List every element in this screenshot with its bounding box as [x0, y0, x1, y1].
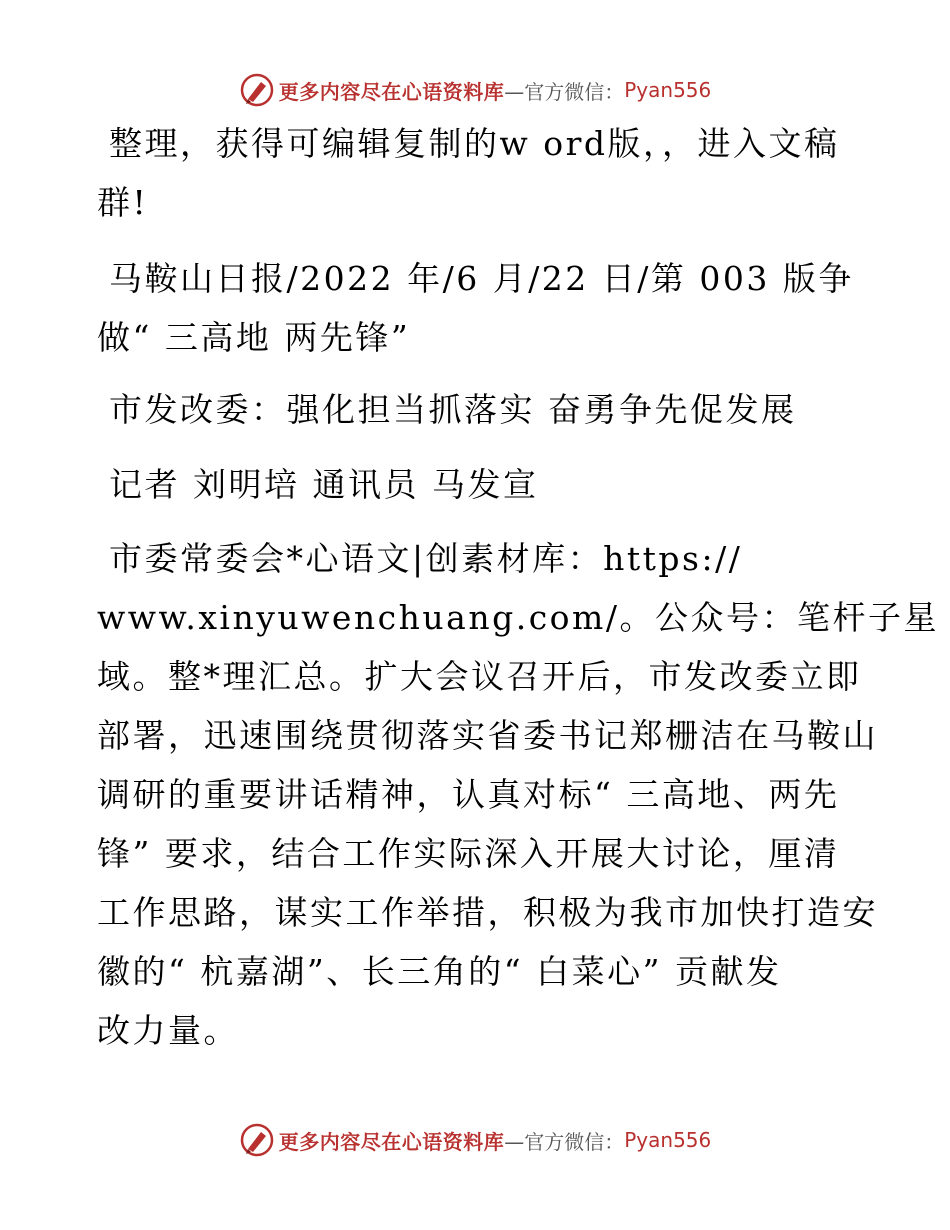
wechat-id: Pyan556 — [624, 1128, 712, 1152]
text-line: 徽的“ 杭嘉湖”、长三角的“ 白菜心” 贡献发 — [97, 952, 782, 991]
text-line: 改力量。 — [97, 1011, 239, 1050]
byline — [97, 455, 857, 514]
text-line: 域。整*理汇总。扩大会议召开后，市发改委立即 — [97, 657, 862, 696]
text-line: 工作思路，谋实工作举措，积极为我市加快打造安 — [97, 893, 878, 932]
text-line: 调研的重要讲话精神，认真对标“ 三高地、两先 — [97, 775, 840, 814]
article-headline — [97, 380, 857, 439]
text-line: 市发改委：强化担当抓落实 奋勇争先促发展 — [109, 390, 797, 429]
text-line: 马鞍山日报/2022 年/6 月/22 日/第 003 版争 — [109, 259, 854, 298]
brand-text: 更多内容尽在心语资料库 — [278, 1129, 505, 1154]
pen-logo-icon — [239, 72, 275, 108]
text-line: 记者 刘明培 通讯员 马发宣 — [109, 465, 539, 504]
text-line: www.xinyuwenchuang.com/。公众号：笔杆子星 — [97, 598, 939, 637]
official-label: —官方微信： — [504, 79, 625, 104]
text-line: 部署，迅速围绕贯彻落实省委书记郑栅洁在马鞍山 — [97, 716, 878, 755]
official-label: —官方微信： — [504, 1129, 625, 1154]
paragraph-intro — [97, 114, 857, 232]
paragraph-body — [97, 529, 939, 1060]
paragraph-source — [97, 249, 857, 367]
header-watermark-banner — [0, 70, 950, 110]
text-line: 锋” 要求，结合工作实际深入开展大讨论，厘清 — [97, 834, 840, 873]
pen-logo-icon — [239, 1122, 275, 1158]
wechat-id: Pyan556 — [624, 78, 712, 102]
text-line: 整理，获得可编辑复制的w ord版，，进入文稿 — [109, 124, 840, 163]
text-line: 做“ 三高地 两先锋” — [97, 318, 411, 357]
text-line: 群! — [97, 183, 149, 222]
text-line: 市委常委会*心语文|创素材库：https:// — [109, 539, 743, 578]
brand-text: 更多内容尽在心语资料库 — [278, 79, 505, 104]
footer-watermark-banner — [0, 1120, 950, 1160]
